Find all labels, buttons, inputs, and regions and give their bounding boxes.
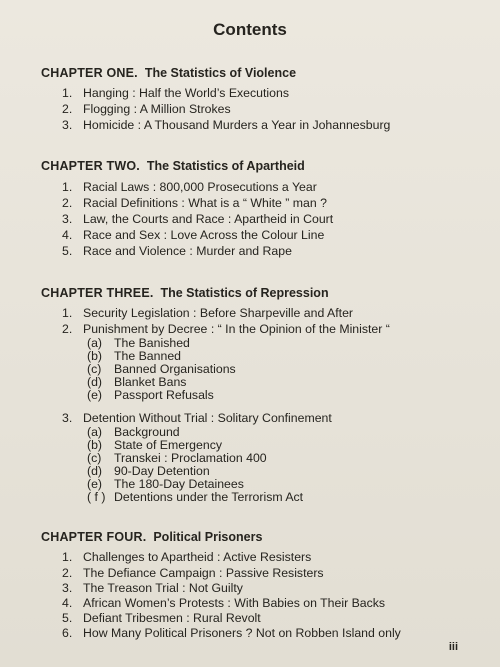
toc-entry: 6. How Many Political Prisoners ? Not on Robben Island only (62, 626, 401, 640)
toc-entry: 2. Flogging : A Million Strokes (62, 102, 231, 116)
chapter-name: The Statistics of Apartheid (146, 159, 305, 173)
toc-entry: 4. African Women’s Protests : With Babies on Their Backs (62, 596, 386, 610)
toc-entry: 3. Homicide : A Thousand Murders a Year in Johannesburg (62, 118, 391, 132)
toc-subentry: (a) Background (87, 425, 180, 439)
toc-subentry: (e) Passport Refusals (87, 388, 214, 402)
toc-subentry: (b) The Banned (87, 349, 182, 363)
toc-subentry: (c) Transkei : Proclamation 400 (87, 451, 267, 465)
toc-entry: 1. Security Legislation : Before Sharpeville and After (62, 306, 354, 320)
page-title: Contents (213, 20, 287, 39)
chapter-name: The Statistics of Violence (144, 66, 297, 80)
toc-entry: 2. Punishment by Decree : “ In the Opinion of the Minister “ (62, 322, 390, 336)
chapter-heading (41, 286, 329, 300)
page-number: iii (448, 641, 458, 653)
toc-subentry: ( f ) Detentions under the Terrorism Act (87, 490, 304, 504)
toc-subentry: (e) The 180-Day Detainees (87, 477, 244, 491)
chapter-label: CHAPTER FOUR. (41, 530, 147, 544)
toc-entry: 2. The Defiance Campaign : Passive Resisters (62, 566, 324, 580)
toc-subentry: (d) Blanket Bans (87, 375, 187, 389)
toc-subentry: (a) The Banished (87, 336, 190, 350)
toc-entry: 2. Racial Definitions : What is a “ White ” man ? (62, 196, 327, 210)
chapter-label: CHAPTER ONE. (41, 66, 138, 80)
toc-subentry: (d) 90-Day Detention (87, 464, 210, 478)
chapter-label: CHAPTER TWO. (41, 159, 140, 173)
toc-subentry: (b) State of Emergency (87, 438, 222, 452)
toc-entry: 3. Law, the Courts and Race : Apartheid in Court (62, 212, 334, 226)
chapter-heading (41, 530, 262, 544)
toc-entry: 5. Defiant Tribesmen : Rural Revolt (62, 611, 261, 625)
toc-entry: 3. Detention Without Trial : Solitary Confinement (62, 411, 332, 425)
chapter-heading (41, 66, 296, 80)
chapter-name: Political Prisoners (153, 530, 263, 544)
toc-entry: 1. Hanging : Half the World’s Executions (62, 86, 289, 100)
chapter-name: The Statistics of Repression (160, 286, 329, 300)
chapter-label: CHAPTER THREE. (41, 286, 154, 300)
chapter-heading (41, 159, 305, 173)
toc-entry: 5. Race and Violence : Murder and Rape (62, 244, 292, 258)
toc-entry: 1. Challenges to Apartheid : Active Resisters (62, 550, 312, 564)
toc-entry: 4. Race and Sex : Love Across the Colour Line (62, 228, 325, 242)
toc-entry: 3. The Treason Trial : Not Guilty (62, 581, 243, 595)
toc-subentry: (c) Banned Organisations (87, 362, 236, 376)
toc-entry: 1. Racial Laws : 800,000 Prosecutions a Year (62, 180, 317, 194)
